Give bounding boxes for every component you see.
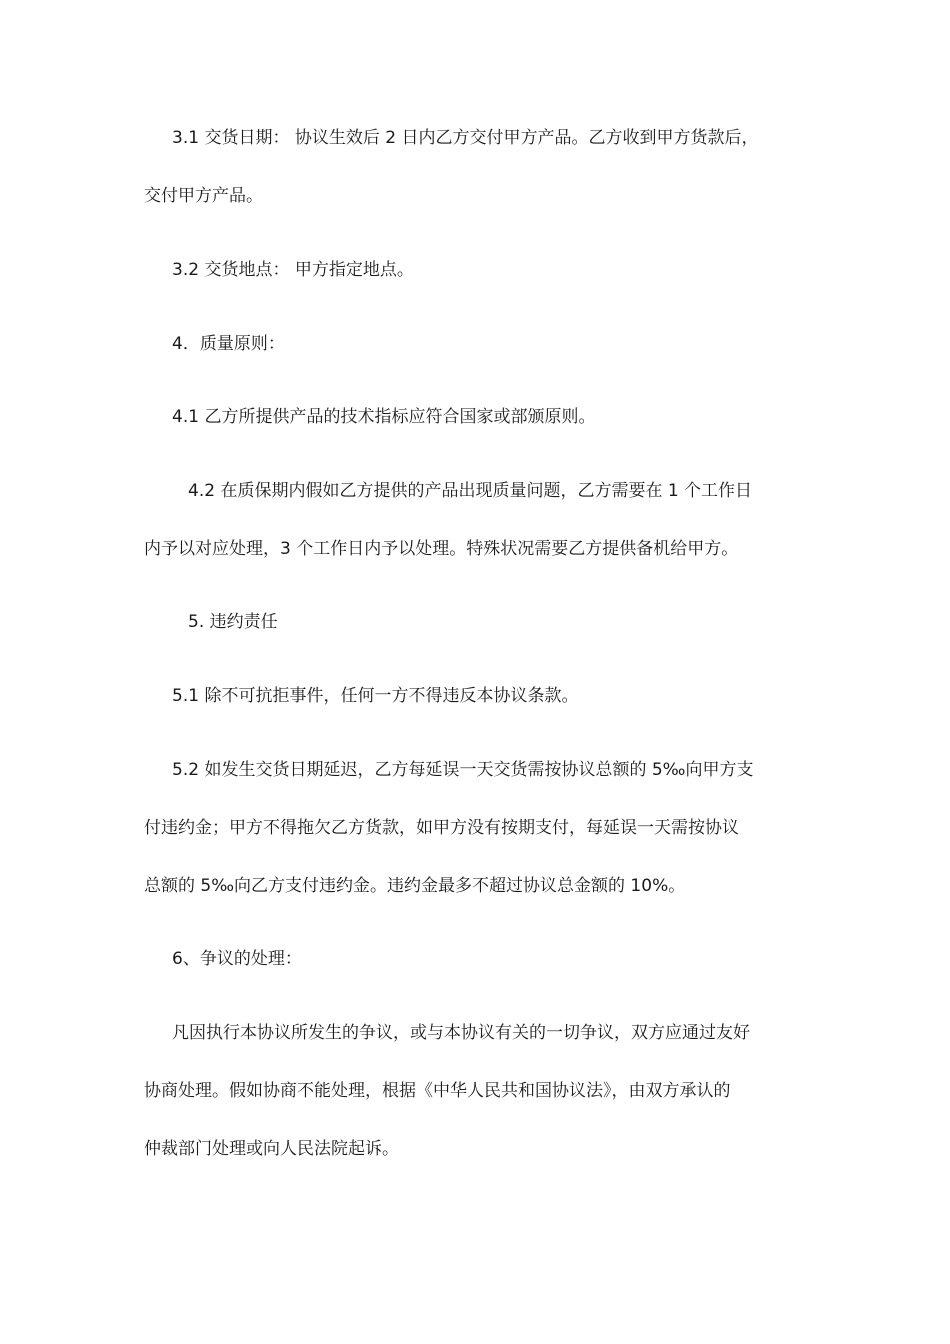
clause-3-1-line-1: 3.1 交货日期： 协议生效后 2 日内乙方交付甲方产品。乙方收到甲方货款后， <box>172 128 759 148</box>
clause-4-2-line-1: 4.2 在质保期内假如乙方提供的产品出现质量问题，乙方需要在 1 个工作日 <box>188 481 753 501</box>
clause-5-2-line-2: 付违约金；甲方不得拖欠乙方货款，如甲方没有按期支付，每延误一天需按协议 <box>144 818 739 838</box>
clause-5-2-line-3: 总额的 5‰向乙方支付违约金。违约金最多不超过协议总金额的 10%。 <box>144 876 686 896</box>
section-5-heading: 5. 违约责任 <box>188 612 278 632</box>
section-6-heading: 6、争议的处理： <box>172 949 302 969</box>
clause-4-1: 4.1 乙方所提供产品的技术指标应符合国家或部颁原则。 <box>172 407 596 427</box>
clause-5-1: 5.1 除不可抗拒事件，任何一方不得违反本协议条款。 <box>172 686 579 706</box>
clause-4-2-line-2: 内予以对应处理，3 个工作日内予以处理。特殊状况需要乙方提供备机给甲方。 <box>144 539 739 559</box>
clause-5-2-line-1: 5.2 如发生交货日期延迟，乙方每延误一天交货需按协议总额的 5‰向甲方支 <box>172 760 754 780</box>
clause-6-line-1: 凡因执行本协议所发生的争议，或与本协议有关的一切争议，双方应通过友好 <box>172 1023 750 1043</box>
clause-3-2: 3.2 交货地点： 甲方指定地点。 <box>172 260 414 280</box>
clause-3-1-line-2: 交付甲方产品。 <box>144 186 263 206</box>
clause-6-line-3: 仲裁部门处理或向人民法院起诉。 <box>144 1139 399 1159</box>
section-4-heading: 4．质量原则： <box>172 334 285 354</box>
clause-6-line-2: 协商处理。假如协商不能处理，根据《中华人民共和国协议法》，由双方承认的 <box>144 1081 731 1101</box>
